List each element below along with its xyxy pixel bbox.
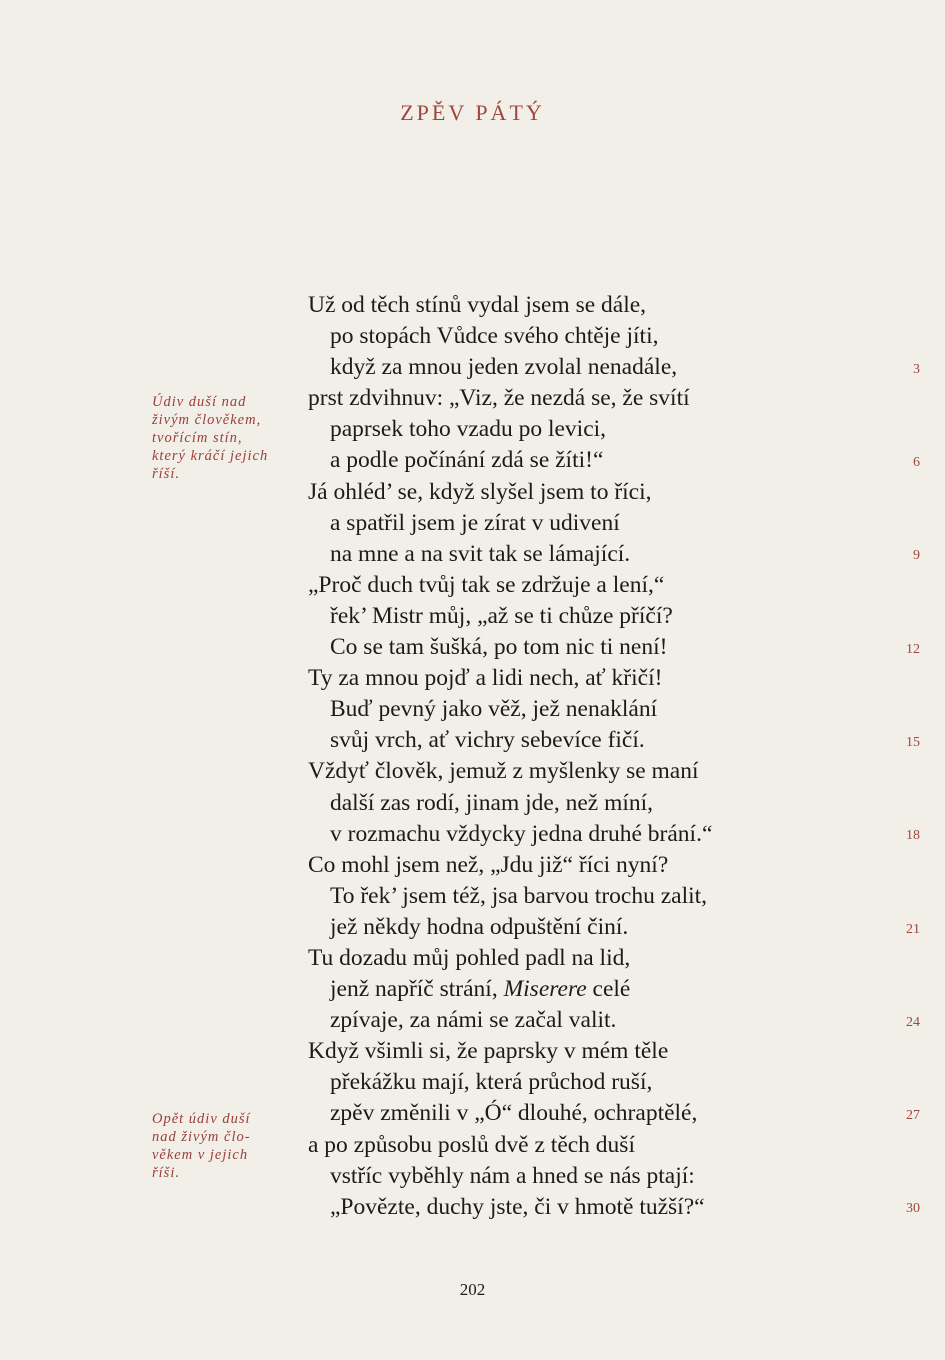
verse-line: zpívaje, za námi se začal valit.: [330, 1007, 617, 1034]
gloss-line: říši.: [152, 1165, 180, 1181]
verse-line-start: jenž napříč strání,: [330, 976, 498, 1003]
verse-line: Už od těch stínů vydal jsem se dále,: [308, 292, 647, 318]
verse-line: Tu dozadu můj pohled padl na lid,: [308, 944, 631, 971]
verse-line: další zas rodí, jinam jde, než míní,: [330, 789, 654, 816]
verse-line: Když všimli si, že paprsky v mém těle: [308, 1038, 669, 1065]
gloss-line: nad živým člo-: [152, 1129, 251, 1145]
gloss-line: tvořícím stín,: [152, 430, 243, 446]
gloss-line: Údiv duší nad: [152, 394, 247, 410]
gloss-line: který kráčí jejich: [152, 448, 269, 464]
gloss-line: Opět údiv duší: [152, 1111, 251, 1127]
verse-line: Já ohléd’ se, když slyšel jsem to říci,: [308, 478, 652, 505]
line-number: 15: [906, 735, 920, 750]
verse-line: a spatřil jsem je zírat v udivení: [330, 509, 620, 536]
line-number: 3: [913, 362, 920, 377]
verse-line: [308, 974, 788, 1005]
poem-text: [308, 290, 788, 1223]
line-number: 27: [906, 1108, 920, 1123]
verse-line: zpěv změnili v „Ó“ dlouhé, ochraptělé,: [330, 1100, 698, 1127]
verse-line: vstříc vyběhly nám a hned se nás ptají:: [330, 1162, 695, 1189]
verse-line: paprsek toho vzadu po levici,: [330, 416, 607, 443]
line-number: 21: [906, 922, 920, 937]
gloss-line: říší.: [152, 466, 180, 482]
verse-line: a po způsobu poslů dvě z těch duší: [308, 1131, 635, 1158]
canto-heading: ZPĚV PÁTÝ: [400, 100, 545, 125]
verse-line: To řek’ jsem též, jsa barvou trochu zalit,: [330, 882, 708, 909]
verse-line: „Proč duch tvůj tak se zdržuje a lení,“: [308, 571, 665, 598]
verse-line: když za mnou jeden zvolal nenadále,: [330, 354, 678, 381]
line-number: 12: [906, 642, 920, 657]
verse-line: na mne a na svit tak se lámající.: [330, 540, 631, 567]
verse-line: řek’ Mistr můj, „až se ti chůze příčí?: [330, 602, 673, 629]
verse-line: prst zdvihnuv: „Viz, že nezdá se, že svítí: [308, 385, 690, 412]
page-number: 202: [459, 1280, 486, 1299]
verse-line: Vždyť člověk, jemuž z myšlenky se maní: [308, 758, 699, 785]
verse-line: jež někdy hodna odpuštění činí.: [330, 913, 629, 940]
verse-line: v rozmachu vždycky jedna druhé brání.“: [330, 820, 713, 847]
verse-line: Buď pevný jako věž, jež nenaklání: [330, 696, 658, 723]
line-number: 24: [906, 1015, 920, 1030]
line-number: 9: [913, 548, 920, 563]
verse-line: překážku mají, která průchod ruší,: [330, 1069, 653, 1096]
verse-line: Ty za mnou pojď a lidi nech, ať křičí!: [308, 665, 663, 692]
gloss-line: živým člověkem,: [152, 412, 262, 428]
verse-line: „Povězte, duchy jste, či v hmotě tužší?“: [330, 1193, 705, 1220]
line-number: 18: [906, 828, 920, 843]
line-number: 6: [913, 455, 920, 470]
verse-line-end: celé: [592, 976, 631, 1003]
verse-line: svůj vrch, ať vichry sebevíce fičí.: [330, 727, 645, 754]
italic-word: Miserere: [503, 976, 587, 1003]
verse-line: Co se tam šušká, po tom nic ti není!: [330, 634, 668, 661]
verse-line: po stopách Vůdce svého chtěje jíti,: [330, 323, 659, 350]
gloss-line: věkem v jejich: [152, 1147, 249, 1163]
line-number: 30: [906, 1201, 920, 1216]
verse-line: Co mohl jsem než, „Jdu již“ říci nyní?: [308, 851, 669, 878]
margin-gloss: [152, 1110, 302, 1182]
verse-line: a podle počínání zdá se žíti!“: [330, 447, 604, 474]
margin-gloss: [152, 393, 302, 483]
